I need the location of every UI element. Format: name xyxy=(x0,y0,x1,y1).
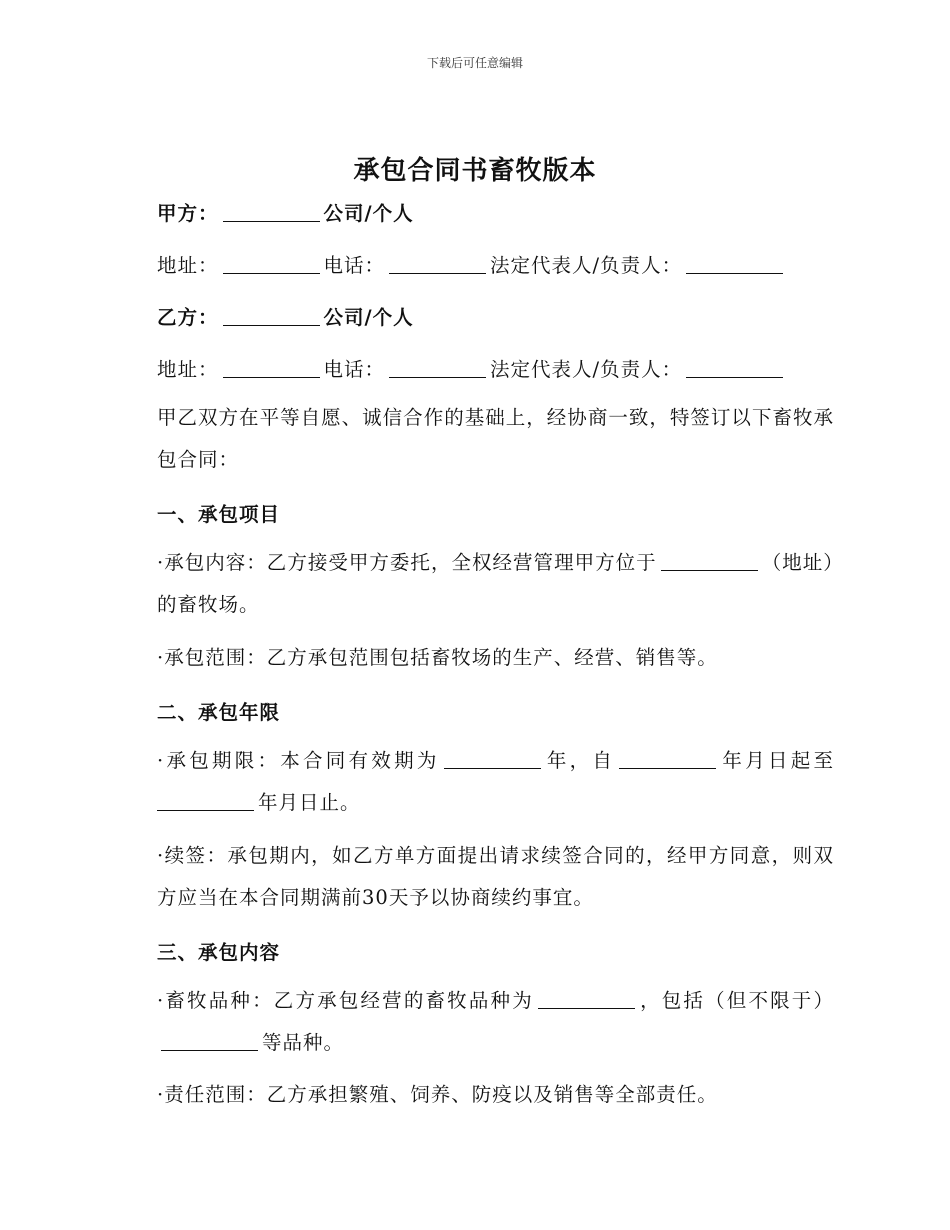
document-title: 承包合同书畜牧版本 xyxy=(353,156,597,186)
page-header-note: 下载后可任意编辑 xyxy=(426,56,523,70)
section-2-item-1-text-d: 年月日止。 xyxy=(258,791,361,814)
section-3-item-1-text-b: ，包括（但不限于） xyxy=(638,989,834,1012)
party-b-info-line xyxy=(157,354,787,382)
party-a-info-line xyxy=(157,250,787,278)
party-b-address-label: 地址： xyxy=(157,358,219,381)
party-b-label: 乙方： xyxy=(157,306,219,329)
section-1-item-2 xyxy=(114,637,834,679)
party-b-blank xyxy=(223,307,320,326)
party-a-line xyxy=(157,198,414,226)
party-a-suffix: 公司/个人 xyxy=(323,202,414,225)
party-b-address-blank xyxy=(223,359,320,378)
section-3-item-2-text: ·责任范围：乙方承担繁殖、饲养、防疫以及销售等全部责任。 xyxy=(157,1083,718,1106)
party-b-line xyxy=(157,302,414,330)
section-2-item-1-text-c: 年月日起至 xyxy=(720,749,834,772)
intro-text: 甲乙双方在平等自愿、诚信合作的基础上，经协商一致，特签订以下畜牧承包合同： xyxy=(157,406,834,471)
section-1-item-1-text-a: ·承包内容：乙方接受甲方委托，全权经营管理甲方位于 xyxy=(157,551,657,574)
section-2-item-1-text-b: 年，自 xyxy=(544,749,616,772)
section-3-heading: 三、承包内容 xyxy=(157,941,281,964)
party-a-address-label: 地址： xyxy=(157,254,219,277)
party-a-address-blank xyxy=(223,255,320,274)
party-b-phone-label: 电话： xyxy=(323,358,386,381)
party-b-rep-label: 法定代表人/负责人： xyxy=(490,358,683,381)
party-a-phone-label: 电话： xyxy=(323,254,386,277)
section-2-item-1 xyxy=(114,740,834,824)
party-b-suffix: 公司/个人 xyxy=(323,306,414,329)
party-a-rep-label: 法定代表人/负责人： xyxy=(490,254,683,277)
section-1-item-1-blank xyxy=(661,552,758,571)
section-3-item-1-blank-2 xyxy=(161,1032,258,1051)
section-1-heading: 一、承包项目 xyxy=(157,503,281,526)
party-a-phone-blank xyxy=(389,255,486,274)
section-1-item-2-text: ·承包范围：乙方承包范围包括畜牧场的生产、经营、销售等。 xyxy=(157,646,718,669)
party-a-blank xyxy=(223,203,320,222)
section-1-item-1 xyxy=(114,542,834,626)
section-2-item-1-blank-2 xyxy=(619,750,716,769)
section-3-item-2 xyxy=(114,1074,834,1116)
section-2-item-2 xyxy=(114,835,834,919)
section-1-item-1-text-b: （地址）的畜牧场。 xyxy=(157,551,834,616)
intro-paragraph xyxy=(114,397,834,481)
section-2-item-1-blank-3 xyxy=(157,792,254,811)
section-2-item-2-text: ·续签：承包期内，如乙方单方面提出请求续签合同的，经甲方同意，则双方应当在本合同期满前30天予以协商续约事宜。 xyxy=(157,844,834,909)
party-b-rep-blank xyxy=(686,359,783,378)
section-2-item-1-blank-1 xyxy=(444,750,541,769)
section-3-item-1-text-a: ·畜牧品种：乙方承包经营的畜牧品种为 xyxy=(157,989,534,1012)
section-3-item-1 xyxy=(114,980,834,1064)
party-a-label: 甲方： xyxy=(157,202,219,225)
party-a-rep-blank xyxy=(686,255,783,274)
section-3-item-1-blank-1 xyxy=(538,990,635,1009)
section-3-item-1-text-c: 等品种。 xyxy=(262,1031,345,1054)
party-b-phone-blank xyxy=(389,359,486,378)
section-2-item-1-text-a: ·承包期限：本合同有效期为 xyxy=(157,749,440,772)
section-2-heading: 二、承包年限 xyxy=(157,701,281,724)
